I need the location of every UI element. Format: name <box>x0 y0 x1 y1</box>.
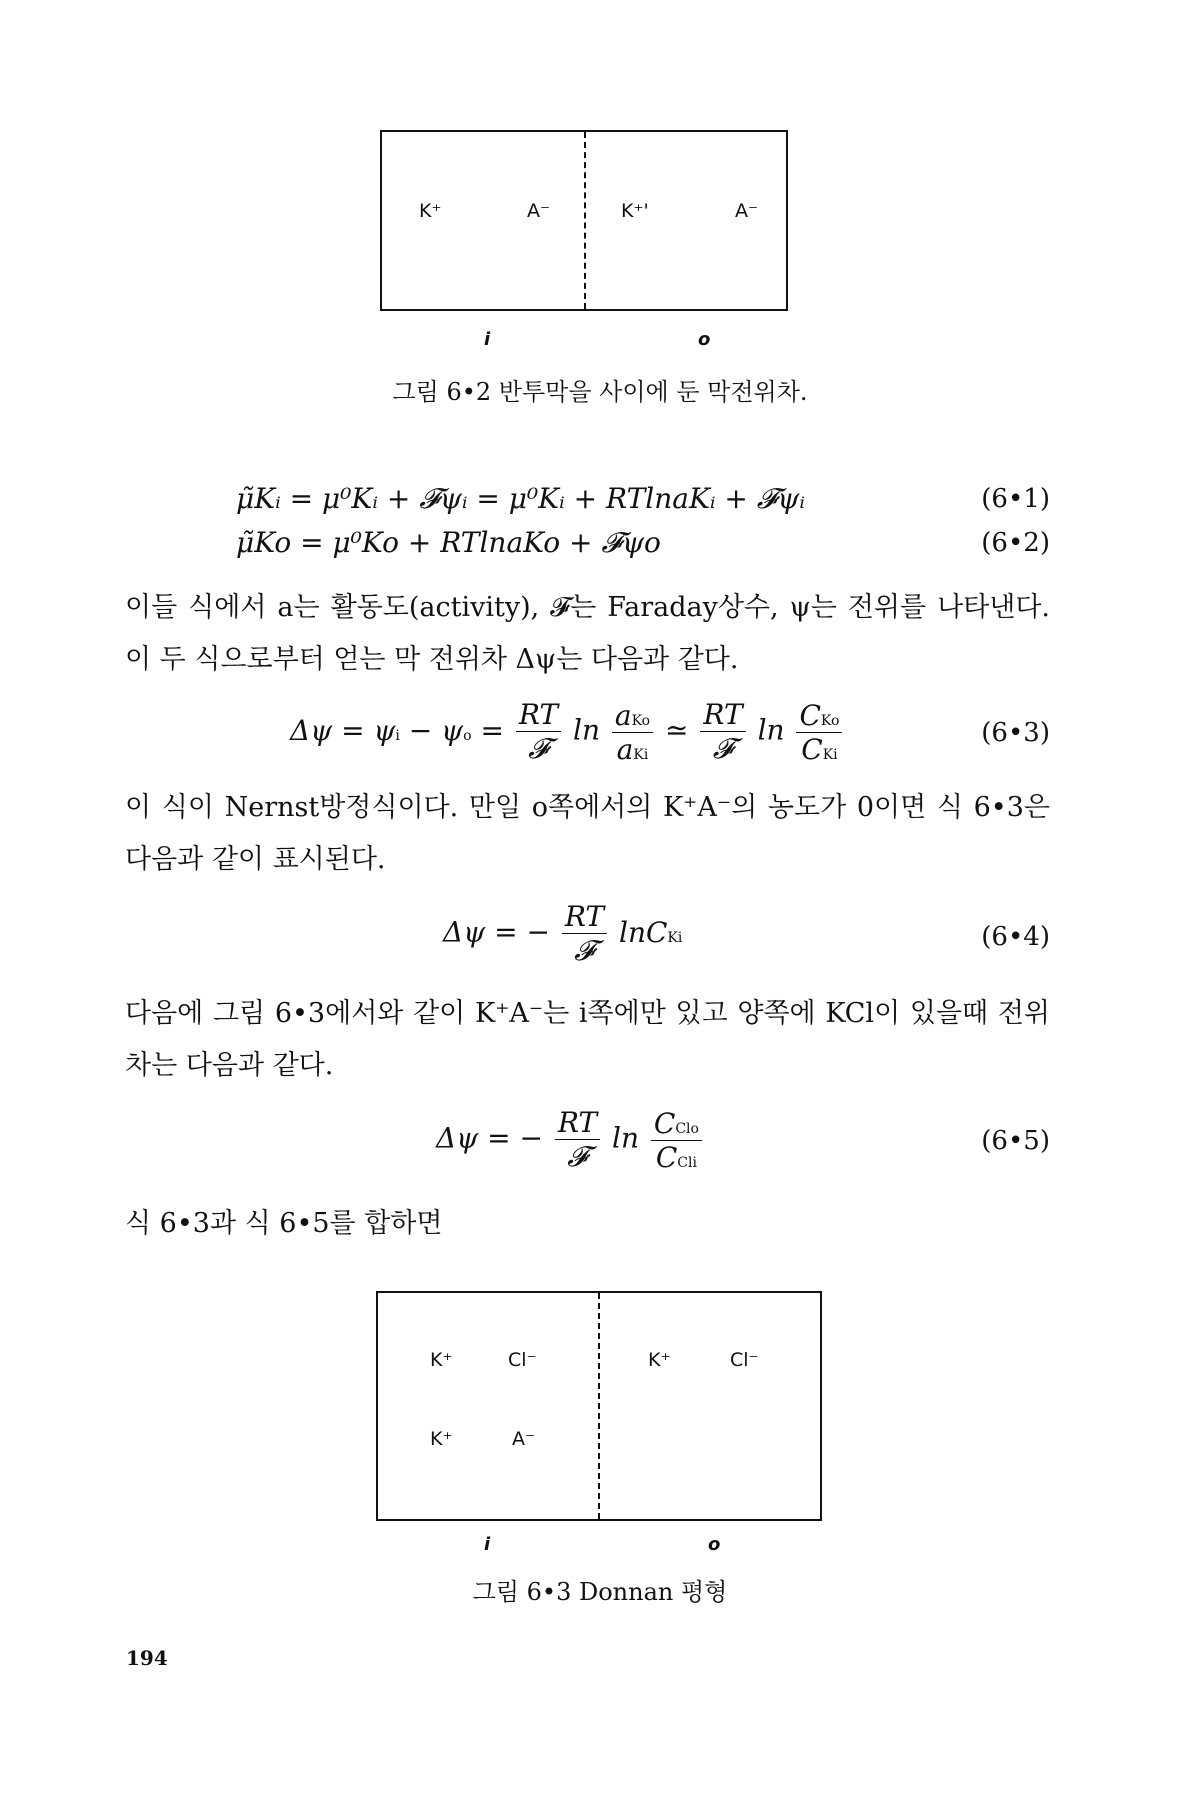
ion-label: K⁺ <box>430 1428 453 1450</box>
membrane-line <box>598 1293 600 1519</box>
ion-label: K⁺ <box>430 1349 453 1371</box>
ion-label: A⁻ <box>527 200 551 222</box>
equation-number: (6•2) <box>981 528 1050 558</box>
equation-6-2: μ̃Ko = μ⁰Ko + RTlnaKo + 𝓕ψo <box>236 526 661 559</box>
equation-number: (6•5) <box>981 1126 1050 1156</box>
paragraph: 다음에 그림 6•3에서와 같이 K⁺A⁻는 i쪽에만 있고 양쪽에 KCl이 있을때 전위차는 다음과 같다. <box>125 998 1050 1081</box>
ion-label: A⁻ <box>512 1428 536 1450</box>
side-label-o: o <box>708 1534 721 1555</box>
equation-6-5: Δψ = − $\frac{RT}{\text{𝓕}}$ ln $\frac{\text{CClo}}{\text{CCli}}$ <box>436 1106 705 1174</box>
ion-label: Cl⁻ <box>730 1349 759 1371</box>
equation-6-1: μ̃Kᵢ = μ⁰Kᵢ + 𝓕ψᵢ = μ⁰Kᵢ + RTlnaKᵢ + 𝓕ψᵢ <box>236 482 806 515</box>
side-label-i: i <box>484 1534 491 1555</box>
side-label-i: i <box>484 329 491 350</box>
paragraph: 이들 식에서 a는 활동도(activity), 𝓕는 Faraday상수, ψ는 전위를 나타낸다. 이 두 식으로부터 얻는 막 전위차 Δψ는 다음과 같다. <box>125 592 1050 675</box>
page-number: 194 <box>126 1646 168 1670</box>
ion-label: Cl⁻ <box>508 1349 537 1371</box>
figure-caption: 그림 6•3 Donnan 평형 <box>472 1578 728 1606</box>
paragraph: 이 식이 Nernst방정식이다. 만일 o쪽에서의 K⁺A⁻의 농도가 0이면 식 6•3은 다음과 같이 표시된다. <box>125 792 1050 875</box>
equation-number: (6•1) <box>981 484 1050 514</box>
equation-6-3: Δψ = ψi − ψo = $\frac{RT}{\text{𝓕}}$ ln $\frac{\text{aKo}}{\text{aKi}}$ ≃ $\frac{RT}{\text{𝓕}}$ ln $\frac{\text{CKo}}{\text{CKi}}$ <box>290 698 845 766</box>
ion-label: K⁺' <box>621 200 649 222</box>
equation-6-4: Δψ = − $\frac{RT}{\text{𝓕}}$ lnCKi <box>443 900 683 967</box>
ion-label: K⁺ <box>419 200 442 222</box>
paragraph: 식 6•3과 식 6•5를 합하면 <box>125 1208 443 1239</box>
membrane-line <box>584 132 586 309</box>
equation-number: (6•3) <box>981 718 1050 748</box>
equation-number: (6•4) <box>981 922 1050 952</box>
ion-label: A⁻ <box>735 200 759 222</box>
side-label-o: o <box>698 329 711 350</box>
figure-caption: 그림 6•2 반투막을 사이에 둔 막전위차. <box>392 378 808 406</box>
ion-label: K⁺ <box>648 1349 671 1371</box>
